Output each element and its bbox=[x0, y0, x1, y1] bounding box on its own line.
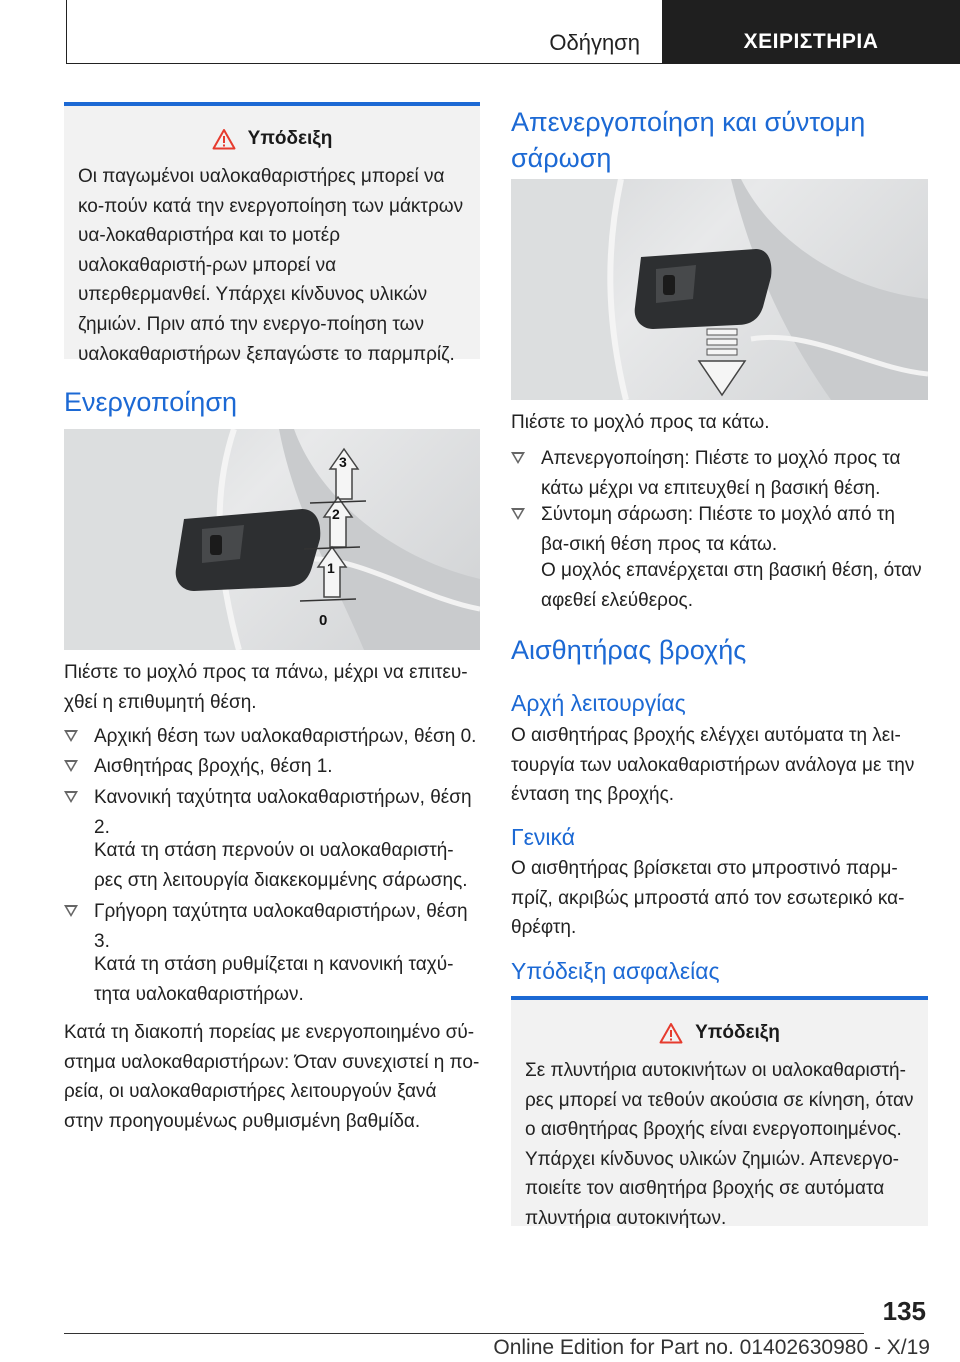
header-chapter: ΧΕΙΡΙΣΤΗΡΙΑ bbox=[662, 0, 960, 64]
list-item: Απενεργοποίηση: Πιέστε το μοχλό προς τα κάτω μέχρι να επιτευχθεί η βασική θέση. bbox=[511, 444, 928, 503]
header-section: Οδήγηση bbox=[549, 30, 640, 55]
warning-icon bbox=[659, 1022, 683, 1044]
figure-lever-down bbox=[511, 179, 928, 400]
figure-lever-up bbox=[64, 429, 480, 650]
triangle-bullet-icon bbox=[64, 905, 78, 917]
list-item: Κανονική ταχύτητα υαλοκαθαριστήρων, θέση 2. bbox=[64, 783, 480, 842]
figure-label-2: 2 bbox=[332, 506, 340, 522]
lever-up-illustration bbox=[64, 429, 480, 650]
heading-rain-sensor: Αισθητήρας βροχής bbox=[511, 635, 747, 665]
list-item-note: Ο μοχλός επανέρχεται στη βασική θέση, όταν αφεθεί ελεύθερος. bbox=[541, 560, 922, 611]
triangle-bullet-icon bbox=[511, 452, 525, 464]
header-bottom-rule bbox=[66, 63, 662, 64]
principle-text: Ο αισθητήρας βροχής ελέγχει αυτόματα τη λει-τουργία των υαλοκαθαριστήρων ανάλογα με την ένταση της βροχής. bbox=[511, 725, 915, 806]
notice-title: Υπόδειξη bbox=[247, 128, 333, 149]
heading-safety: Υπόδειξη ασφαλείας bbox=[511, 958, 720, 984]
triangle-bullet-icon bbox=[64, 791, 78, 803]
general-text: Ο αισθητήρας βρίσκεται στο μπροστινό παρμ-πρίζ, ακριβώς μπροστά από τον εσωτερικό κα-θρέφτη. bbox=[511, 858, 905, 939]
list-item: Αρχική θέση των υαλοκαθαριστήρων, θέση 0. bbox=[64, 722, 480, 752]
heading-principle: Αρχή λειτουργίας bbox=[511, 690, 686, 716]
figure-label-0: 0 bbox=[319, 612, 328, 629]
list-item: Αισθητήρας βροχής, θέση 1. bbox=[64, 752, 480, 782]
notice-text: Οι παγωμένοι υαλοκαθαριστήρες μπορεί να κο-πούν κατά την ενεργοποίηση των μάκτρων υα-λοκαθαριστήρα και το μοτέρ υαλοκαθαριστή-ρων μπορεί να υπερθερμανθεί. Υπάρχει κίνδυνος υλικών ζημιών. Πριν από την ενεργο-ποίηση των υαλοκαθαριστήρων ξεπαγώστε το παρμπρίζ. bbox=[78, 166, 464, 365]
figure-label-3: 3 bbox=[339, 454, 347, 470]
notice-text: Σε πλυντήρια αυτοκινήτων οι υαλοκαθαριστή-ρες μπορεί να τεθούν ακούσια σε κίνηση, όταν ο αισθητήρας βροχής είναι ενεργοποιημένος. Υπάρχει κίνδυνος υλικών ζημιών. Απενεργο-ποιείτε τον αισθητήρα βροχής σε αυτόματα πλυντήρια αυτοκινήτων. bbox=[525, 1060, 914, 1229]
triangle-bullet-icon bbox=[64, 760, 78, 772]
deactivation-intro: Πιέστε το μοχλό προς τα κάτω. bbox=[511, 412, 770, 433]
figure-label-1: 1 bbox=[327, 560, 335, 576]
warning-icon bbox=[212, 128, 236, 150]
header-left-rule bbox=[66, 0, 67, 64]
footer-rule bbox=[64, 1333, 864, 1334]
page-number: 135 bbox=[882, 1296, 926, 1326]
notice-box-right bbox=[511, 996, 928, 1229]
lever-down-illustration bbox=[511, 179, 928, 400]
triangle-bullet-icon bbox=[64, 730, 78, 742]
list-item-note: Κατά τη στάση περνούν οι υαλοκαθαριστή-ρες στη λειτουργία διακεκομμένης σάρωσης. bbox=[94, 840, 468, 891]
heading-activation: Ενεργοποίηση bbox=[64, 387, 237, 417]
notice-box-left bbox=[64, 102, 480, 365]
footer-edition: Online Edition for Part no. 01402630980 - X/19 bbox=[493, 1336, 930, 1359]
notice-title: Υπόδειξη bbox=[695, 1022, 780, 1043]
activation-intro: Πιέστε το μοχλό προς τα πάνω, μέχρι να επιτευ-χθεί η επιθυμητή θέση. bbox=[64, 662, 468, 713]
heading-general: Γενικά bbox=[511, 824, 576, 850]
heading-deactivation: Απενεργοποίηση και σύντομη σάρωση bbox=[511, 107, 866, 173]
list-item: Γρήγορη ταχύτητα υαλοκαθαριστήρων, θέση 3. bbox=[64, 897, 480, 956]
list-item-note: Κατά τη στάση ρυθμίζεται η κανονική ταχύ-τητα υαλοκαθαριστήρων. bbox=[94, 954, 454, 1005]
closing-paragraph: Κατά τη διακοπή πορείας με ενεργοποιημένο σύ-στημα υαλοκαθαριστήρων: Όταν συνεχιστεί η πο-ρεία, οι υαλοκαθαριστήρες λειτουργούν ξανά στην προηγουμένως ρυθμισμένη βαθμίδα. bbox=[64, 1022, 480, 1132]
list-item: Σύντομη σάρωση: Πιέστε το μοχλό από τη βα-σική θέση προς τα κάτω. bbox=[511, 500, 928, 559]
triangle-bullet-icon bbox=[511, 508, 525, 520]
